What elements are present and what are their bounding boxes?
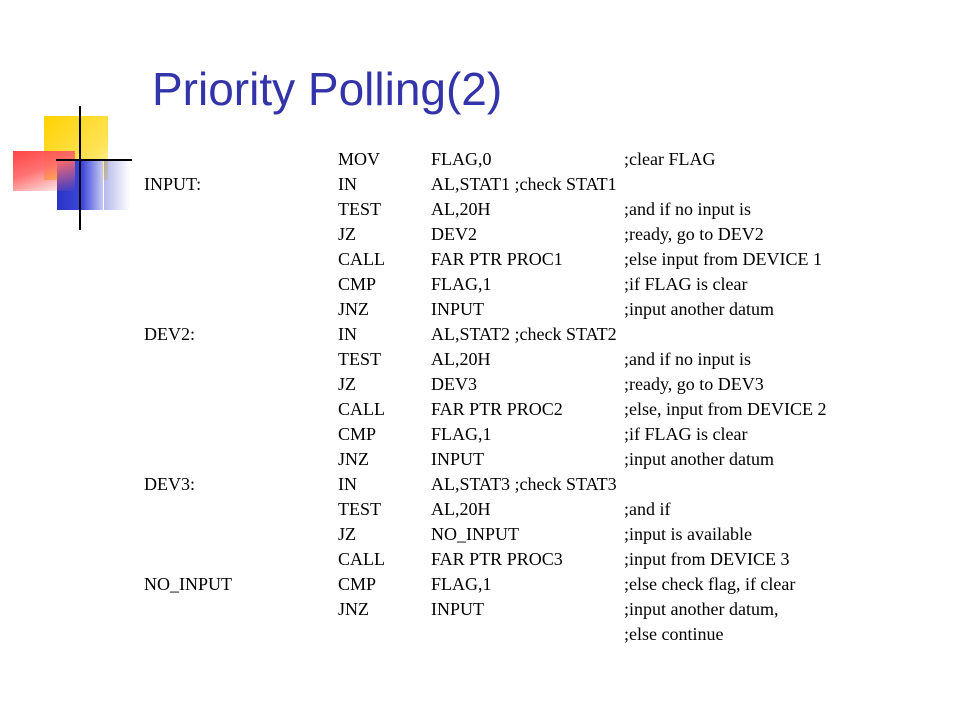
code-line	[144, 197, 884, 222]
code-operand: FLAG,1	[431, 274, 492, 294]
code-comment: ;else check flag, if clear	[624, 574, 796, 594]
code-line	[144, 222, 884, 247]
code-operand: AL,20H	[431, 199, 491, 219]
code-operand: FLAG,0	[431, 149, 492, 169]
code-operand: FAR PTR PROC1	[431, 249, 563, 269]
code-opcode: TEST	[338, 349, 381, 369]
code-label: DEV2:	[144, 324, 195, 344]
code-label: INPUT:	[144, 174, 202, 194]
code-operand: AL,STAT2 ;check STAT2	[431, 324, 617, 344]
code-comment: ;ready, go to DEV2	[624, 224, 764, 244]
code-opcode: CMP	[338, 274, 377, 294]
code-comment: ;if FLAG is clear	[624, 274, 748, 294]
code-opcode: JZ	[338, 524, 356, 544]
code-comment: ;input another datum,	[624, 599, 779, 619]
code-line	[144, 472, 884, 497]
code-operand: FAR PTR PROC2	[431, 399, 563, 419]
code-line	[144, 597, 884, 622]
code-operand: AL,20H	[431, 349, 491, 369]
code-line	[144, 272, 884, 297]
code-operand: FAR PTR PROC3	[431, 549, 563, 569]
code-opcode: JZ	[338, 224, 356, 244]
code-opcode: IN	[338, 474, 357, 494]
code-opcode: TEST	[338, 199, 381, 219]
code-comment: ;else continue	[624, 624, 724, 644]
code-comment: ;else input from DEVICE 1	[624, 249, 822, 269]
code-opcode: CALL	[338, 249, 385, 269]
code-operand: INPUT	[431, 299, 484, 319]
code-line	[144, 622, 884, 647]
code-label: NO_INPUT	[144, 574, 232, 594]
code-operand: NO_INPUT	[431, 524, 519, 544]
code-line	[144, 447, 884, 472]
code-opcode: CMP	[338, 424, 377, 444]
code-line	[144, 522, 884, 547]
code-opcode: IN	[338, 174, 357, 194]
code-line	[144, 322, 884, 347]
code-operand: DEV2	[431, 224, 477, 244]
code-line	[144, 422, 884, 447]
code-line	[144, 572, 884, 597]
code-opcode: JZ	[338, 374, 356, 394]
code-operand: INPUT	[431, 449, 484, 469]
code-operand: FLAG,1	[431, 424, 492, 444]
assembly-code-listing	[144, 147, 884, 647]
decor-blue-fade	[104, 160, 130, 210]
code-opcode: MOV	[338, 149, 381, 169]
code-comment: ;if FLAG is clear	[624, 424, 748, 444]
code-opcode: CMP	[338, 574, 377, 594]
code-line	[144, 297, 884, 322]
decor-vertical-line	[79, 106, 81, 230]
code-line	[144, 397, 884, 422]
code-comment: ;and if	[624, 499, 671, 519]
code-opcode: CALL	[338, 399, 385, 419]
code-line	[144, 497, 884, 522]
code-comment: ;else, input from DEVICE 2	[624, 399, 827, 419]
code-opcode: CALL	[338, 549, 385, 569]
code-operand: AL,STAT3 ;check STAT3	[431, 474, 617, 494]
code-line	[144, 347, 884, 372]
code-opcode: JNZ	[338, 599, 369, 619]
code-comment: ;clear FLAG	[624, 149, 716, 169]
code-label: DEV3:	[144, 474, 195, 494]
code-line	[144, 372, 884, 397]
code-line	[144, 547, 884, 572]
code-opcode: JNZ	[338, 299, 369, 319]
code-opcode: JNZ	[338, 449, 369, 469]
code-comment: ;input is available	[624, 524, 752, 544]
code-operand: INPUT	[431, 599, 484, 619]
code-line	[144, 172, 884, 197]
code-opcode: IN	[338, 324, 357, 344]
code-operand: DEV3	[431, 374, 477, 394]
code-comment: ;and if no input is	[624, 199, 751, 219]
code-comment: ;input from DEVICE 3	[624, 549, 790, 569]
code-comment: ;ready, go to DEV3	[624, 374, 764, 394]
code-operand: FLAG,1	[431, 574, 492, 594]
slide-title: Priority Polling(2)	[152, 63, 503, 115]
code-comment: ;and if no input is	[624, 349, 751, 369]
decor-red-square	[13, 151, 75, 191]
code-line	[144, 247, 884, 272]
code-opcode: TEST	[338, 499, 381, 519]
code-operand: AL,20H	[431, 499, 491, 519]
code-line	[144, 147, 884, 172]
code-comment: ;input another datum	[624, 299, 774, 319]
code-comment: ;input another datum	[624, 449, 774, 469]
decor-horizontal-line	[56, 159, 132, 161]
code-operand: AL,STAT1 ;check STAT1	[431, 174, 617, 194]
